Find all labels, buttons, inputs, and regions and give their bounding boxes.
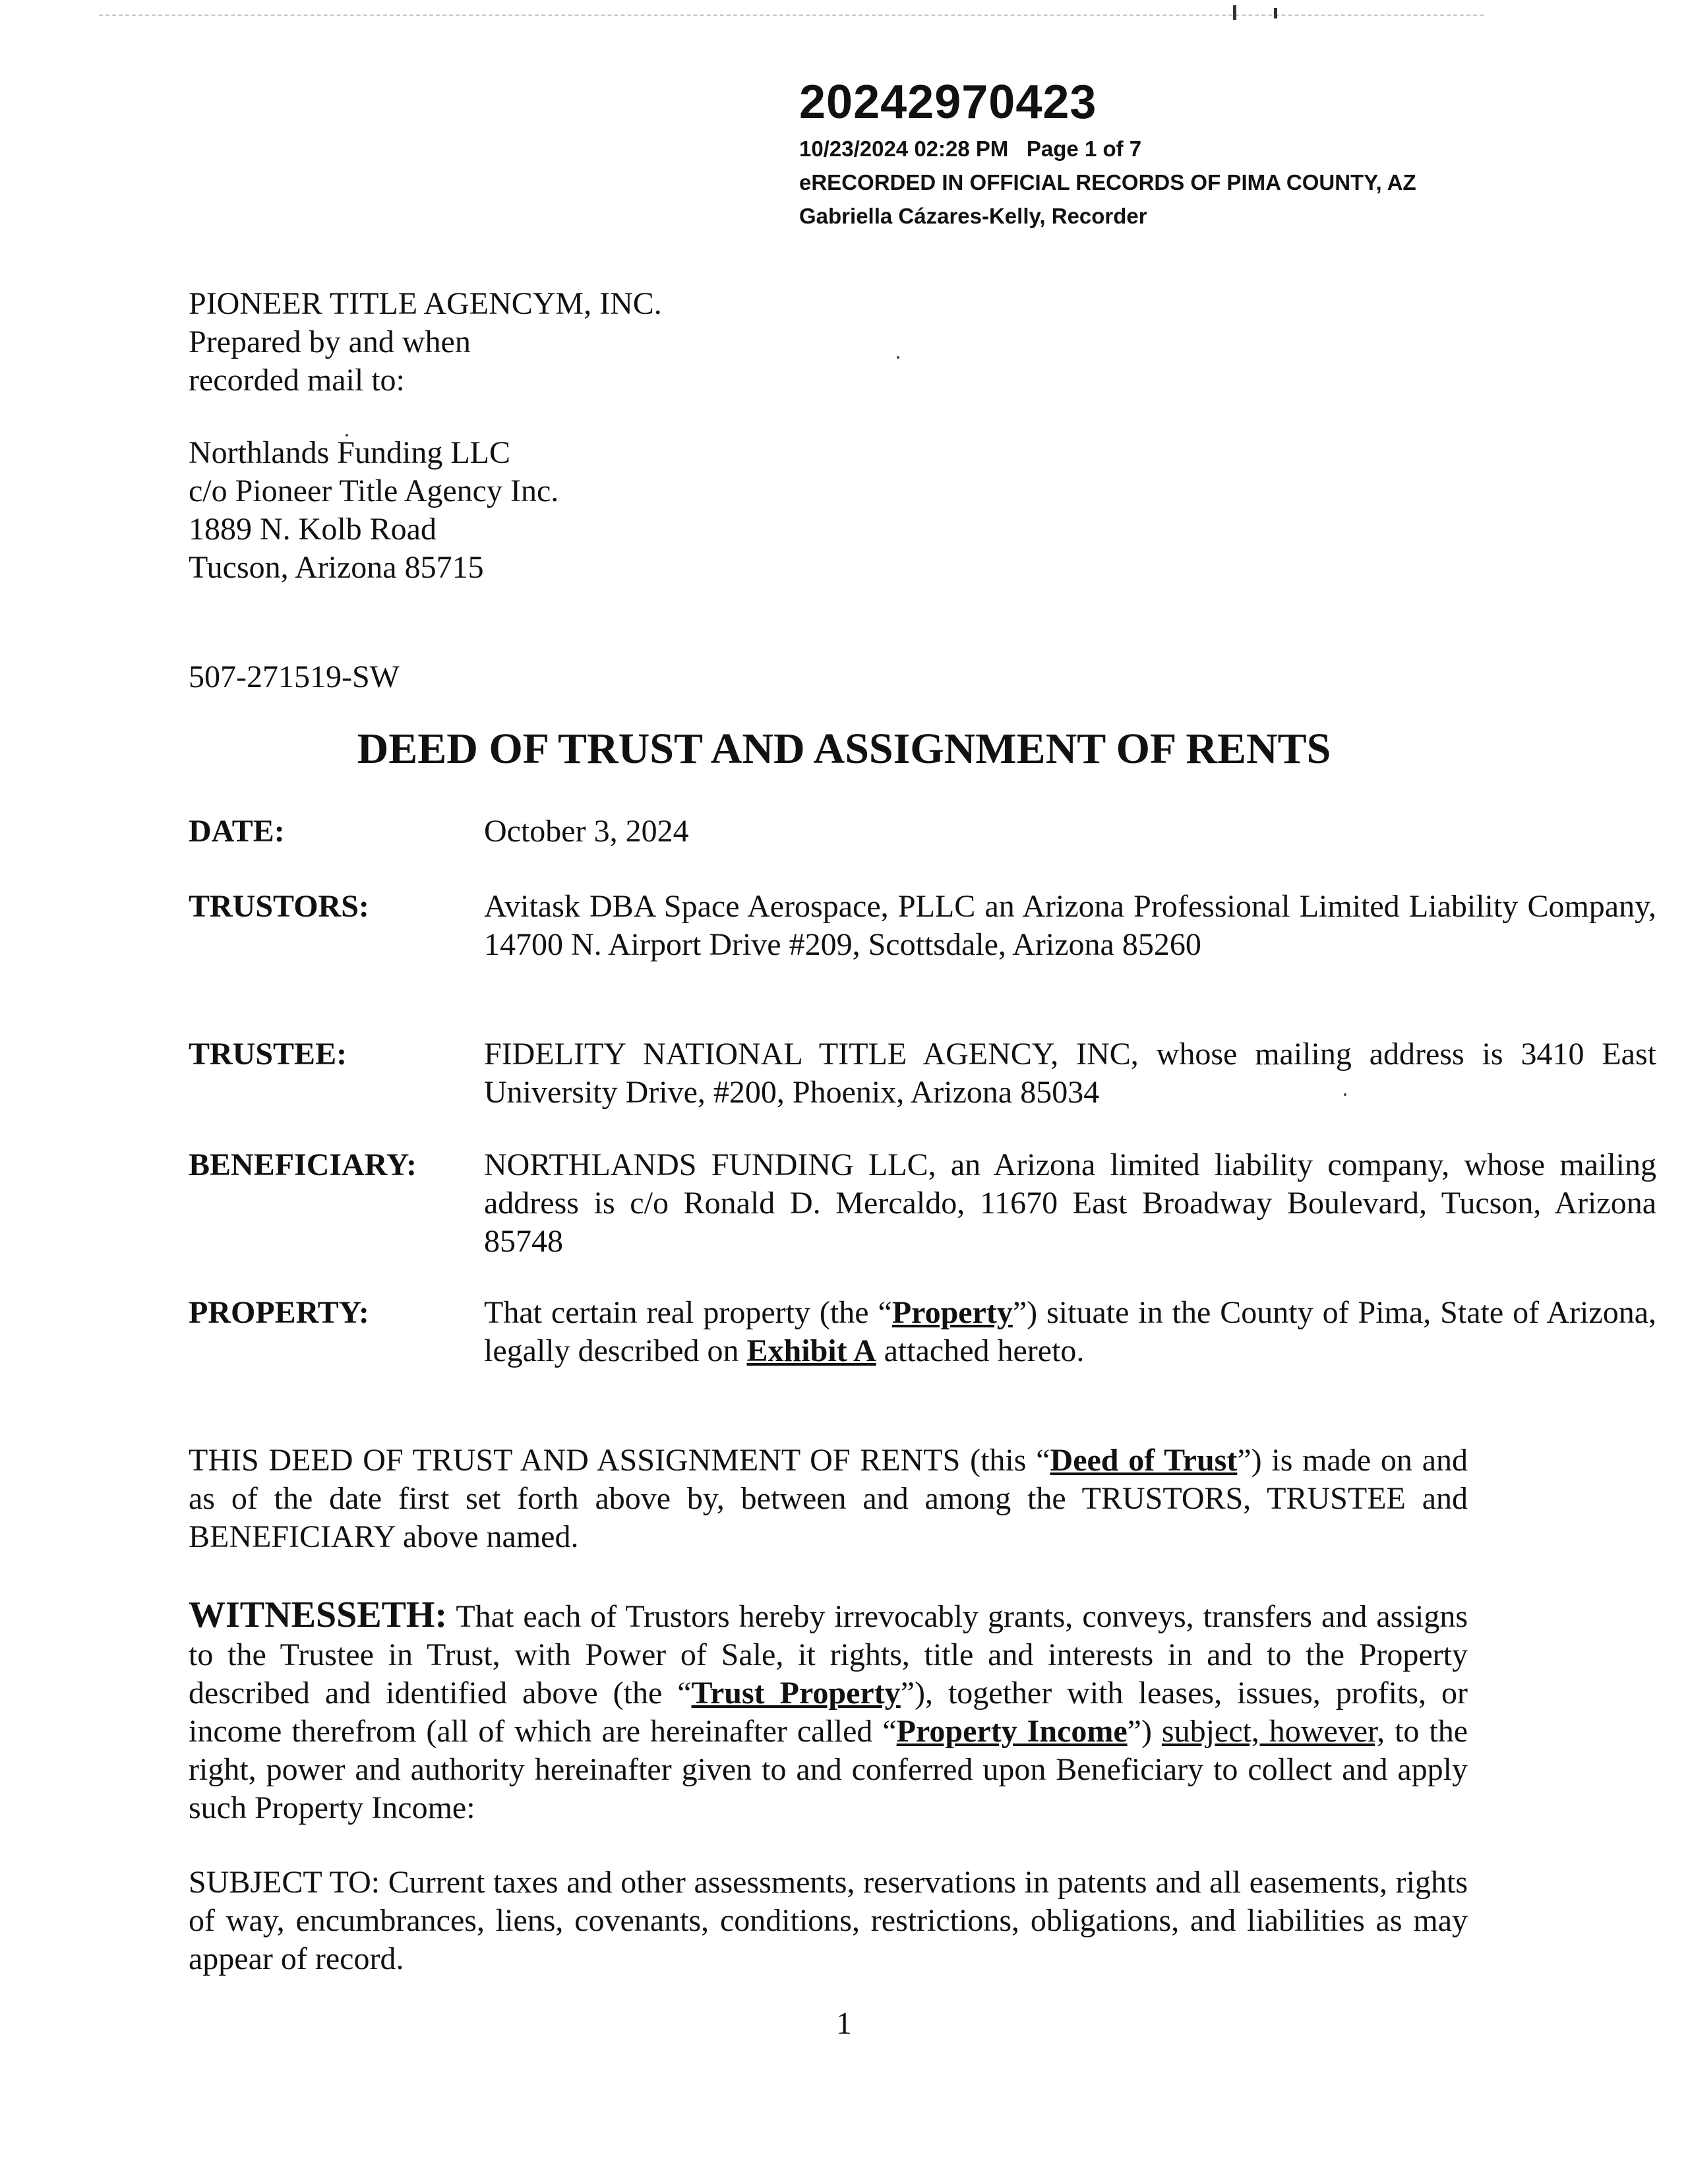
property-value: That certain real property (the “Property”) situate in the County of Pima, State of Arizona, legally described on Exhibit A attached hereto. (484, 1295, 1656, 1368)
scan-speck (897, 356, 899, 359)
scan-mark (1274, 8, 1277, 18)
property-income-term: Property Income (896, 1714, 1128, 1749)
beneficiary-value: NORTHLANDS FUNDING LLC, an Arizona limited liability company, whose mailing address is c/o Ronald D. Mercaldo, 11670 East Broadway Boulevard, Tucson, Arizona 85748 (484, 1147, 1656, 1259)
subject-however-phrase: subject, however, (1161, 1714, 1385, 1749)
recorder-name: Gabriella Cázares-Kelly, Recorder (799, 204, 1147, 228)
property-label: PROPERTY: (189, 1295, 369, 1330)
trustors-value: Avitask DBA Space Aerospace, PLLC an Arizona Professional Limited Liability Company, 14700 N. Airport Drive #209, Scottsdale, Arizona 85260 (484, 889, 1656, 962)
date-value: October 3, 2024 (484, 814, 689, 849)
recording-stamp (799, 73, 1416, 233)
beneficiary-label: BENEFICIARY: (189, 1147, 417, 1182)
scan-mark (1233, 5, 1236, 20)
document-title: DEED OF TRUST AND ASSIGNMENT OF RENTS (357, 725, 1331, 773)
mail-to-line: Northlands Funding LLC (189, 435, 510, 470)
mail-to-line: 1889 N. Kolb Road (189, 512, 437, 547)
exhibit-a-reference: Exhibit A (746, 1333, 876, 1368)
page-number: 1 (836, 2006, 852, 2041)
trustors-label: TRUSTORS: (189, 889, 369, 924)
order-number: 507-271519-SW (189, 659, 400, 694)
witnesseth-paragraph: WITNESSETH: That each of Trustors hereby irrevocably grants, conveys, transfers and assigns to the Trustee in Trust, with Power of Sale, it rights, title and interests in and to the Property described and identified above (the “Trust Property”), together with leases, issues, profits, or income therefrom (all of which are hereinafter called “Property Income”) subject, however, to the right, power and authority hereinafter given to and conferred upon Beneficiary to collect and apply such Property Income: (189, 1594, 1468, 1825)
subject-to-paragraph: SUBJECT TO: Current taxes and other assessments, reservations in patents and all easements, rights of way, encumbrances, liens, covenants, conditions, restrictions, obligations, and liabilities as may appear of record. (189, 1865, 1468, 1976)
mail-to-line: Tucson, Arizona 85715 (189, 550, 484, 585)
recording-office: eRECORDED IN OFFICIAL RECORDS OF PIMA COUNTY, AZ (799, 170, 1416, 195)
agency-name: PIONEER TITLE AGENCYM, INC. (189, 286, 662, 321)
witnesseth-heading: WITNESSETH: (189, 1594, 448, 1635)
prepared-by-line: recorded mail to: (189, 363, 405, 398)
mail-to-line: c/o Pioneer Title Agency Inc. (189, 473, 559, 508)
recording-datetime: 10/23/2024 02:28 PM Page 1 of 7 (799, 136, 1142, 161)
intro-paragraph: THIS DEED OF TRUST AND ASSIGNMENT OF RENTS (this “Deed of Trust”) is made on and as of the date first set forth above by, between and among the TRUSTORS, TRUSTEE and BENEFICIARY above named. (189, 1443, 1468, 1554)
document-number: 20242970423 (799, 76, 1097, 129)
trustee-value: FIDELITY NATIONAL TITLE AGENCY, INC, whose mailing address is 3410 East University Drive, #200, Phoenix, Arizona 85034 (484, 1037, 1656, 1110)
return-address-block (189, 285, 662, 587)
deed-of-trust-term: Deed of Trust (1050, 1443, 1238, 1478)
trustee-label: TRUSTEE: (189, 1037, 347, 1072)
property-defined-term: Property (891, 1295, 1013, 1330)
prepared-by-line: Prepared by and when (189, 324, 471, 359)
trust-property-term: Trust Property (691, 1676, 901, 1711)
date-label: DATE: (189, 814, 285, 849)
